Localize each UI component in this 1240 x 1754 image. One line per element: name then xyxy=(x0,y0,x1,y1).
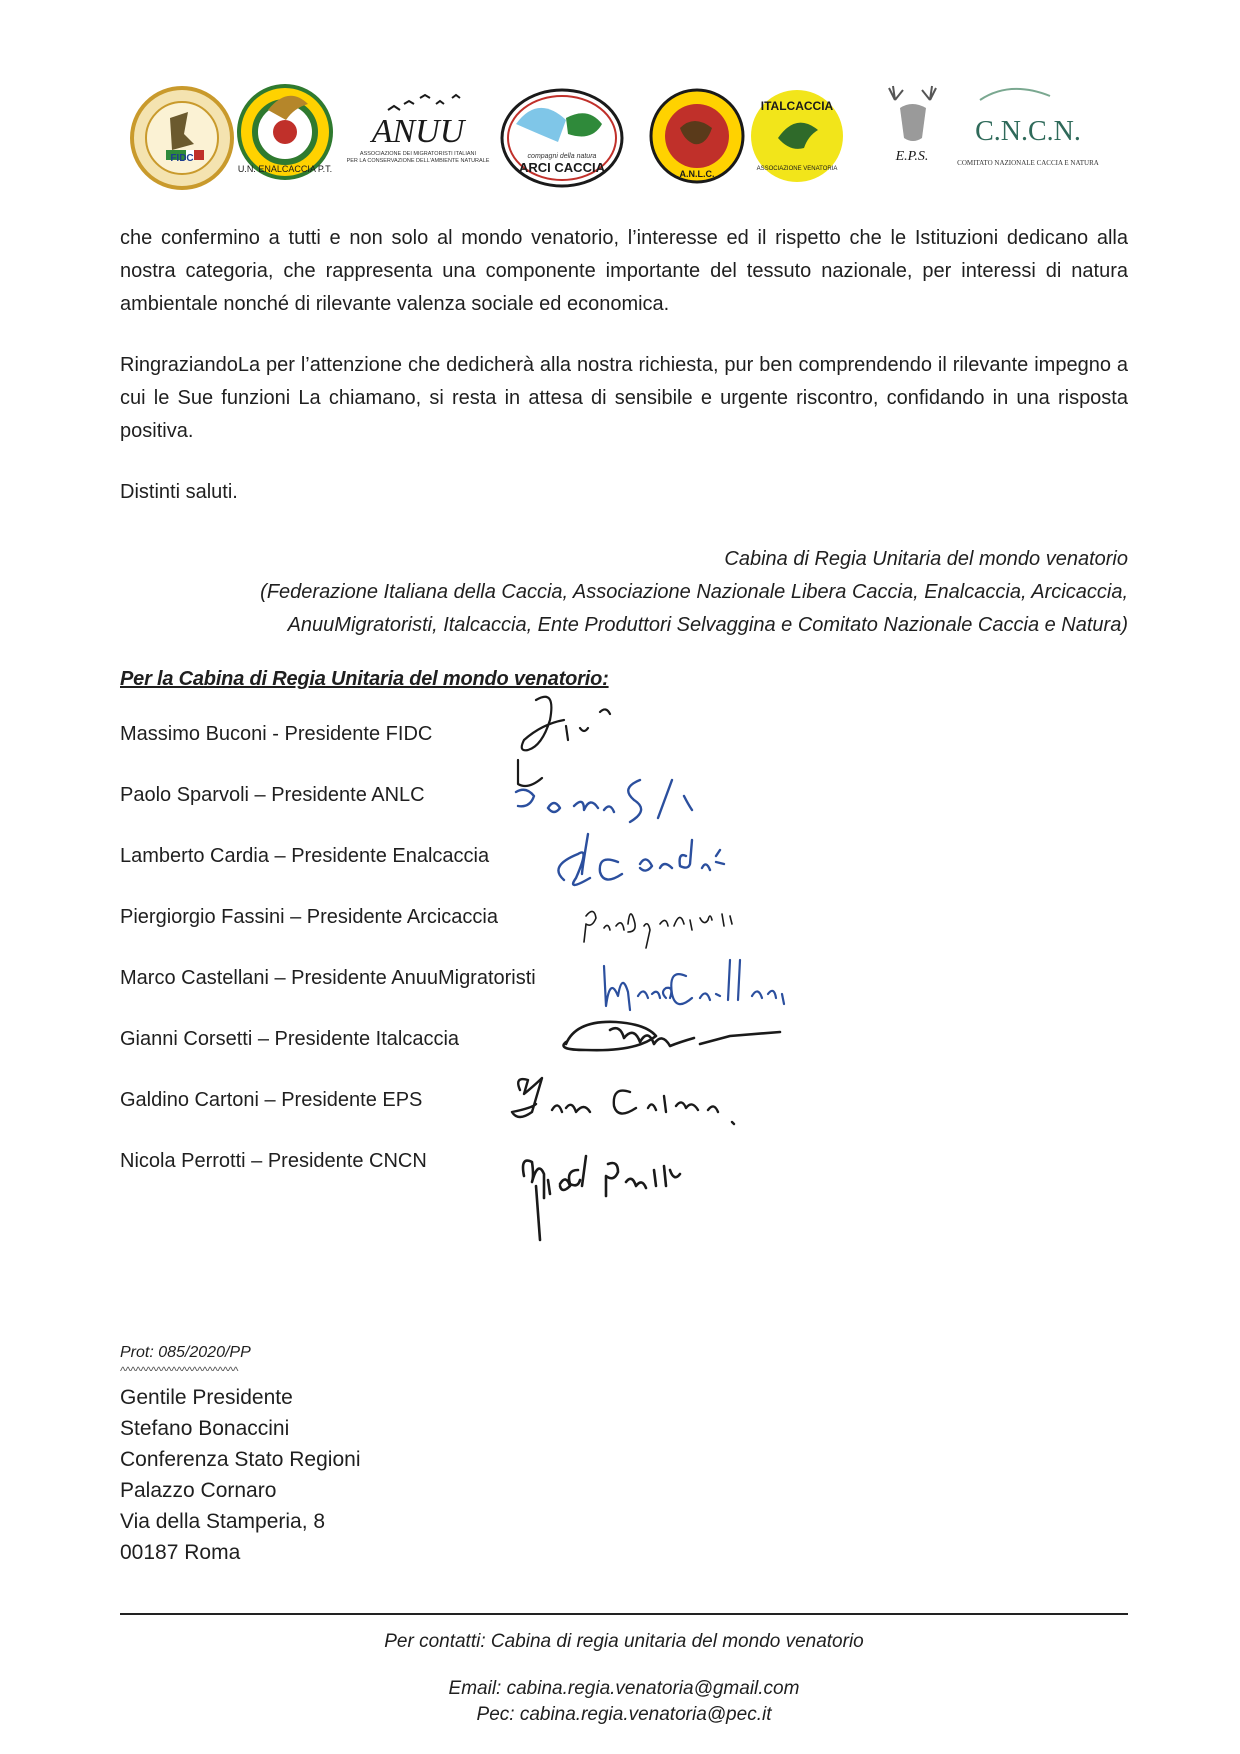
svg-text:A.N.L.C.: A.N.L.C. xyxy=(679,169,715,179)
eps-logo xyxy=(889,86,936,164)
signatory-row: Paolo Sparvoli – Presidente ANLC xyxy=(120,784,425,806)
signature-castellani xyxy=(604,960,784,1010)
protocol-number: Prot: 085/2020/PP xyxy=(120,1344,251,1361)
svg-text:C.N.C.N.: C.N.C.N. xyxy=(975,116,1081,147)
signature-corsetti xyxy=(564,1022,781,1050)
recipient-line: Palazzo Cornaro xyxy=(120,1479,277,1502)
signature-cartoni xyxy=(512,1078,734,1124)
svg-text:COMITATO NAZIONALE CACCIA E NA: COMITATO NAZIONALE CACCIA E NATURA xyxy=(957,159,1099,167)
signatory-row: Lamberto Cardia – Presidente Enalcaccia xyxy=(120,845,490,867)
closing-salutation: Distinti saluti. xyxy=(120,481,238,503)
enalcaccia-logo xyxy=(238,86,332,178)
signatory-row: Nicola Perrotti – Presidente CNCN xyxy=(120,1150,427,1172)
svg-text:U.N. ENALCACCIA P.T.: U.N. ENALCACCIA P.T. xyxy=(237,164,333,174)
sender-name: Cabina di Regia Unitaria del mondo venatorio xyxy=(724,548,1128,570)
signatory-row: Massimo Buconi - Presidente FIDC xyxy=(120,723,433,745)
svg-text:ITALCACCIA: ITALCACCIA xyxy=(760,99,834,113)
svg-text:ASSOCIAZIONE VENATORIA: ASSOCIAZIONE VENATORIA xyxy=(756,166,838,172)
logo-strip xyxy=(0,0,1240,200)
footer-contact: Per contatti: Cabina di regia unitaria del mondo venatorio xyxy=(384,1631,864,1652)
paragraph-2: RingraziandoLa per l’attenzione che dedicherà alla nostra richiesta, pur ben comprendendo il rilevante impegno a cui le Sue funzioni La chiamano, si resta in attesa di sensibile e urgente riscontro, confidando in una risposta positiva. xyxy=(120,354,1128,442)
recipient-line: 00187 Roma xyxy=(120,1541,241,1564)
signatory-row: Marco Castellani – Presidente AnuuMigratoristi xyxy=(120,967,536,989)
signature-sparvoli xyxy=(516,780,692,822)
signatory-row: Gianni Corsetti – Presidente Italcaccia xyxy=(120,1028,460,1050)
sender-members-line2: AnuuMigratoristi, Italcaccia, Ente Produttori Selvaggina e Comitato Nazionale Caccia e Natura) xyxy=(287,614,1128,636)
recipient-line: Via della Stamperia, 8 xyxy=(120,1510,326,1533)
signature-perrotti xyxy=(523,1156,680,1240)
italcaccia-logo xyxy=(751,90,843,182)
svg-text:ANUU: ANUU xyxy=(371,113,465,150)
anuu-logo xyxy=(347,95,490,164)
svg-text:FIDC: FIDC xyxy=(170,153,194,164)
footer-pec[interactable]: Pec: cabina.regia.venatoria@pec.it xyxy=(476,1704,772,1725)
svg-text:E.P.S.: E.P.S. xyxy=(895,149,929,164)
svg-text:ARCI CACCIA: ARCI CACCIA xyxy=(519,160,605,175)
recipient-line: Stefano Bonaccini xyxy=(120,1417,290,1440)
signature-cardia xyxy=(558,834,724,885)
paragraph-1: che confermino a tutti e non solo al mondo venatorio, l’interesse ed il rispetto che le Istituzioni dedicano alla nostra categoria, che rappresenta una componente importante del tessuto nazionale, per interessi di natura ambientale nonché di rilevante valenza sociale ed economica. xyxy=(120,227,1128,315)
anlc-logo xyxy=(651,90,743,182)
signature-fassini xyxy=(584,911,732,948)
signature-buconi xyxy=(518,697,610,786)
recipient-address xyxy=(120,1382,361,1568)
recipient-line: Conferenza Stato Regioni xyxy=(120,1448,361,1471)
signatories-heading: Per la Cabina di Regia Unitaria del mondo venatorio: xyxy=(120,668,609,690)
footer-email[interactable]: Email: cabina.regia.venatoria@gmail.com xyxy=(448,1678,800,1699)
cncn-logo xyxy=(957,89,1099,167)
svg-text:compagni della natura: compagni della natura xyxy=(527,153,597,160)
signatory-row: Piergiorgio Fassini – Presidente Arcicaccia xyxy=(120,906,498,928)
footer-divider xyxy=(120,1613,1128,1615)
svg-text:PER LA CONSERVAZIONE DELL'AMBI: PER LA CONSERVAZIONE DELL'AMBIENTE NATURALE xyxy=(346,158,490,164)
arcicaccia-logo xyxy=(502,90,622,186)
fidc-logo xyxy=(132,88,232,188)
svg-text:ASSOCIAZIONE DEI MIGRATORISTI: ASSOCIAZIONE DEI MIGRATORISTI ITALIANI xyxy=(359,151,477,157)
signatory-row: Galdino Cartoni – Presidente EPS xyxy=(120,1089,423,1111)
sender-members-line1: (Federazione Italiana della Caccia, Associazione Nazionale Libera Caccia, Enalcaccia, Arcicaccia, xyxy=(260,581,1128,603)
recipient-line: Gentile Presidente xyxy=(120,1386,293,1409)
protocol-separator: ^^^^^^^^^^^^^^^^^^^^^^^ xyxy=(120,1364,239,1378)
